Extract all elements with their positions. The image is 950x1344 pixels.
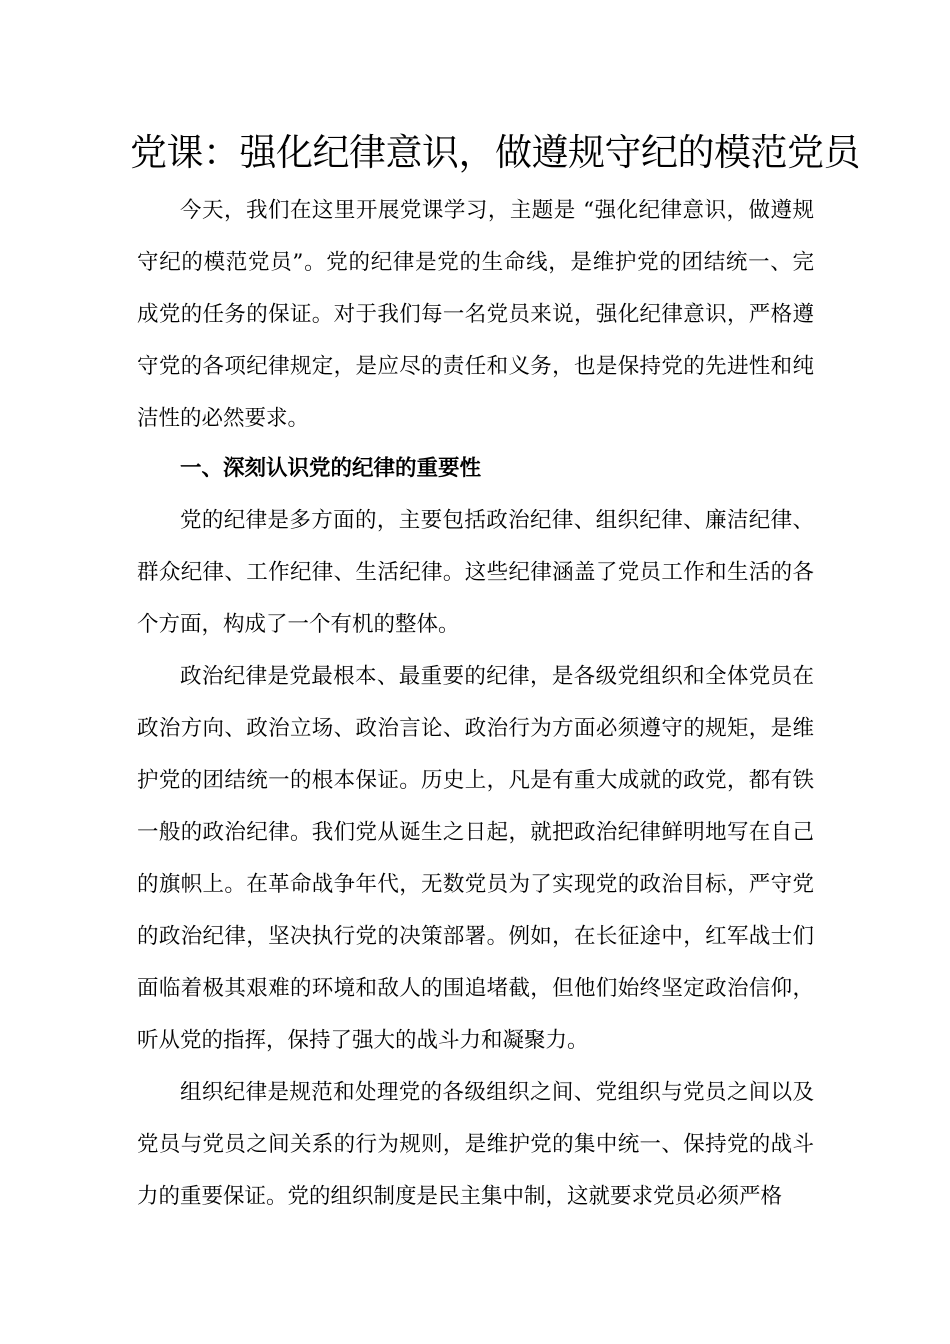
paragraph-political-discipline: 政治纪律是党最根本、最重要的纪律，是各级党组织和全体党员在政治方向、政治立场、政治言论、政治行为方面必须遵守的规矩，是维护党的团结统一的根本保证。历史上，凡是有重大成就的政党，都有铁一般的政治纪律。我们党从诞生之日起，就把政治纪律鲜明地写在自己的旗帜上。在革命战争年代，无数党员为了实现党的政治目标，严守党的政治纪律，坚决执行党的决策部署。例如，在长征途中，红军战士们面临着极其艰难的环境和敌人的围追堵截，但他们始终坚定政治信仰，听从党的指挥，保持了强大的战斗力和凝聚力。 — [137, 664, 814, 1053]
intro-paragraph: 今天，我们在这里开展党课学习，主题是 “强化纪律意识，做遵规守纪的模范党员”。党的纪律是党的生命线，是维护党的团结统一、完成党的任务的保证。对于我们每一名党员来说，强化纪律意识，严格遵守党的各项纪律规定，是应尽的责任和义务，也是保持党的先进性和纯洁性的必然要求。 — [137, 198, 814, 431]
section-heading-1: 一、深刻认识党的纪律的重要性 — [180, 456, 482, 481]
paragraph-organizational-discipline: 组织纪律是规范和处理党的各级组织之间、党组织与党员之间以及党员与党员之间关系的行为规则，是维护党的集中统一、保持党的战斗力的重要保证。党的组织制度是民主集中制，这就要求党员必须严格 — [137, 1080, 814, 1209]
document-title: 党课：强化纪律意识，做遵规守纪的模范党员 — [130, 131, 860, 174]
paragraph-discipline-types: 党的纪律是多方面的，主要包括政治纪律、组织纪律、廉洁纪律、群众纪律、工作纪律、生活纪律。这些纪律涵盖了党员工作和生活的各个方面，构成了一个有机的整体。 — [137, 508, 814, 637]
